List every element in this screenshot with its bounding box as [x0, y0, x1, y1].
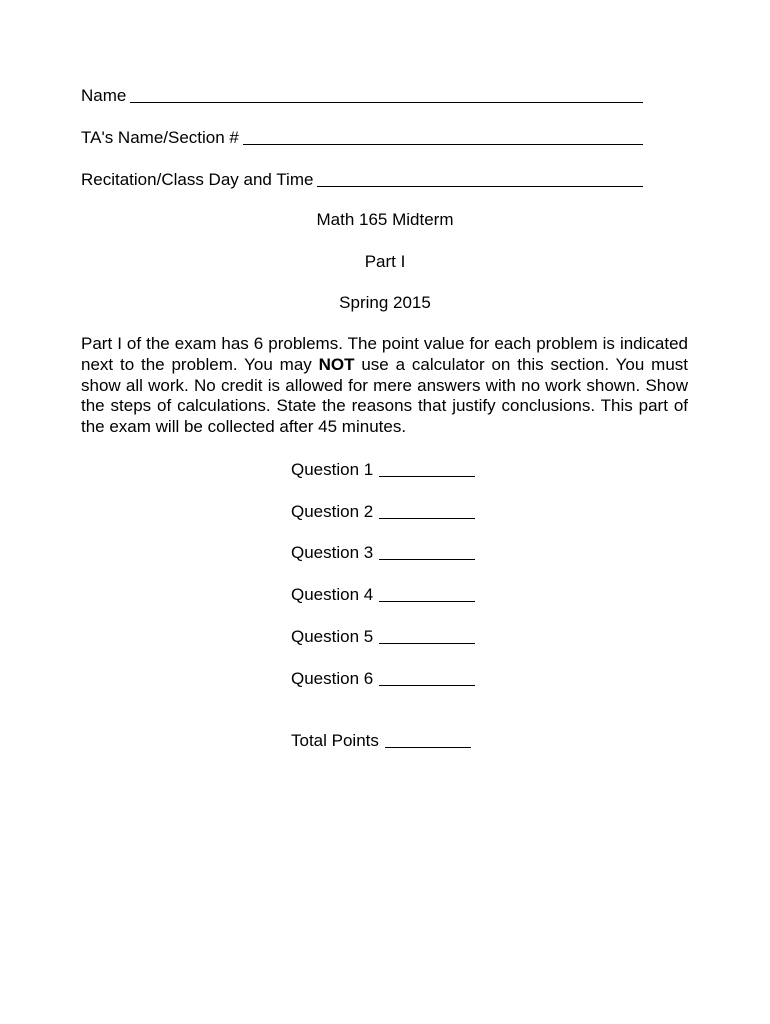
instructions-paragraph	[81, 334, 688, 438]
question-score-row	[291, 625, 475, 647]
question-score-blank[interactable]	[379, 503, 475, 519]
question-label: Question 3	[291, 543, 374, 562]
question-score-blank[interactable]	[379, 544, 475, 560]
question-label: Question 4	[291, 585, 374, 604]
question-score-row	[291, 541, 475, 563]
exam-title: Math 165 Midterm	[316, 210, 454, 229]
question-label: Question 6	[291, 669, 374, 688]
question-score-row	[291, 458, 475, 480]
exam-term: Spring 2015	[339, 293, 431, 312]
recitation-time-blank-line[interactable]	[317, 171, 643, 187]
instructions-text-before: Part I of the exam has 6 problems. The point value for each problem is indicated next to the problem. You may	[81, 334, 688, 374]
question-label: Question 1	[291, 460, 374, 479]
question-label: Question 5	[291, 627, 374, 646]
total-points-blank[interactable]	[385, 732, 471, 748]
instructions-emphasis: NOT	[318, 354, 355, 374]
recitation-time-field	[81, 168, 643, 190]
name-blank-line[interactable]	[130, 87, 643, 103]
question-score-blank[interactable]	[379, 461, 475, 477]
question-score-row	[291, 667, 475, 689]
ta-section-field	[81, 126, 643, 148]
question-score-row	[291, 583, 475, 605]
question-score-blank[interactable]	[379, 670, 475, 686]
total-points-row	[291, 729, 471, 751]
question-score-row	[291, 500, 475, 522]
exam-part: Part I	[364, 252, 406, 271]
name-field	[81, 84, 643, 106]
question-score-blank[interactable]	[379, 628, 475, 644]
name-label: Name	[81, 86, 127, 105]
ta-section-label: TA's Name/Section #	[81, 128, 239, 147]
total-points-label: Total Points	[291, 731, 379, 750]
question-label: Question 2	[291, 502, 374, 521]
recitation-time-label: Recitation/Class Day and Time	[81, 170, 314, 189]
ta-section-blank-line[interactable]	[243, 129, 643, 145]
question-score-blank[interactable]	[379, 586, 475, 602]
instructions-text-after: use a calculator on this section. You must show all work. No credit is allowed for mere answers with no work shown. Show the steps of calculations. State the reasons that justify conclusions. This part of the exam will be collected after 45 minutes.	[81, 354, 688, 437]
